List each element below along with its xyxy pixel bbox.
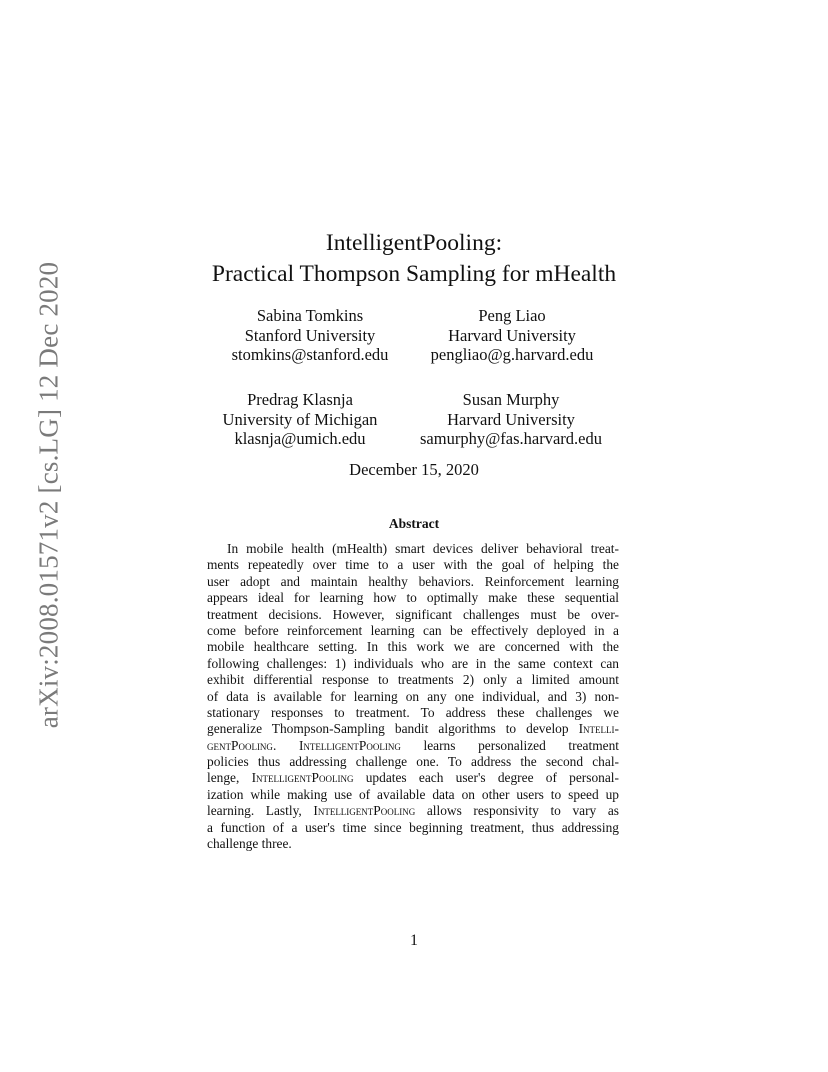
abstract-line: ments repeatedly over time to a user with the goal of helping the (207, 557, 619, 573)
author-block (381, 390, 641, 449)
abstract-line: challenge three. (207, 836, 292, 852)
title-line-2: Practical Thompson Sampling for mHealth (211, 261, 617, 287)
abstract-line: lenge, IntelligentPooling updates each user's degree of personal- (207, 770, 619, 786)
author-name: Susan Murphy (462, 390, 560, 409)
abstract-line: mobile healthcare setting. In this work we are concerned with the (207, 639, 619, 655)
paper-title (0, 228, 828, 290)
abstract-line: gentPooling. IntelligentPooling learns personalized treatment (207, 737, 619, 753)
author-affiliation: Harvard University (448, 325, 576, 345)
author-email: pengliao@g.harvard.edu (430, 345, 594, 364)
author-name: Sabina Tomkins (256, 306, 364, 325)
author-affiliation: Stanford University (244, 325, 376, 345)
abstract-line: exhibit differential response to treatments 2) only a limited amount (207, 672, 619, 688)
abstract-line: of data is available for learning on any one individual, and 3) non- (207, 688, 619, 704)
abstract-line: policies thus addressing challenge one. To address the second chal- (207, 754, 619, 770)
title-line-1: IntelligentPooling: (325, 230, 503, 256)
abstract-line: generalize Thompson-Sampling bandit algorithms to develop Intelli- (207, 721, 619, 737)
abstract-line: treatment decisions. However, significant challenges must be over- (207, 606, 619, 622)
author-email: klasnja@umich.edu (234, 429, 366, 448)
publication-date: December 15, 2020 (349, 460, 479, 479)
author-email: samurphy@fas.harvard.edu (420, 429, 602, 448)
abstract-line: learning. Lastly, IntelligentPooling allows responsivity to vary as (207, 803, 619, 819)
author-affiliation: Harvard University (447, 409, 575, 429)
abstract-line: a function of a user's time since beginning treatment, thus addressing (207, 819, 619, 835)
abstract-body (207, 541, 619, 852)
abstract-line: user adopt and maintain healthy behaviors. Reinforcement learning (207, 573, 619, 589)
arxiv-identifier-stamp: arXiv:2008.01571v2 [cs.LG] 12 Dec 2020 (33, 261, 64, 729)
abstract-line: In mobile health (mHealth) smart devices deliver behavioral treat- (227, 541, 619, 556)
abstract-line: stationary responses to treatment. To address these challenges we (207, 704, 619, 720)
abstract-line: appears ideal for learning how to optimally make these sequential (207, 590, 619, 606)
author-affiliation: University of Michigan (222, 409, 378, 429)
abstract-line: following challenges: 1) individuals who are in the same context can (207, 655, 619, 671)
page-number: 1 (410, 932, 418, 949)
author-name: Predrag Klasnja (247, 390, 353, 409)
author-email: stomkins@stanford.edu (231, 345, 389, 364)
abstract-heading: Abstract (388, 516, 440, 531)
abstract-line: come before reinforcement learning can be effectively deployed in a (207, 622, 619, 638)
author-name: Peng Liao (478, 306, 546, 325)
author-block (382, 306, 642, 365)
abstract-line: ization while making use of available data on other users to speed up (207, 786, 619, 802)
